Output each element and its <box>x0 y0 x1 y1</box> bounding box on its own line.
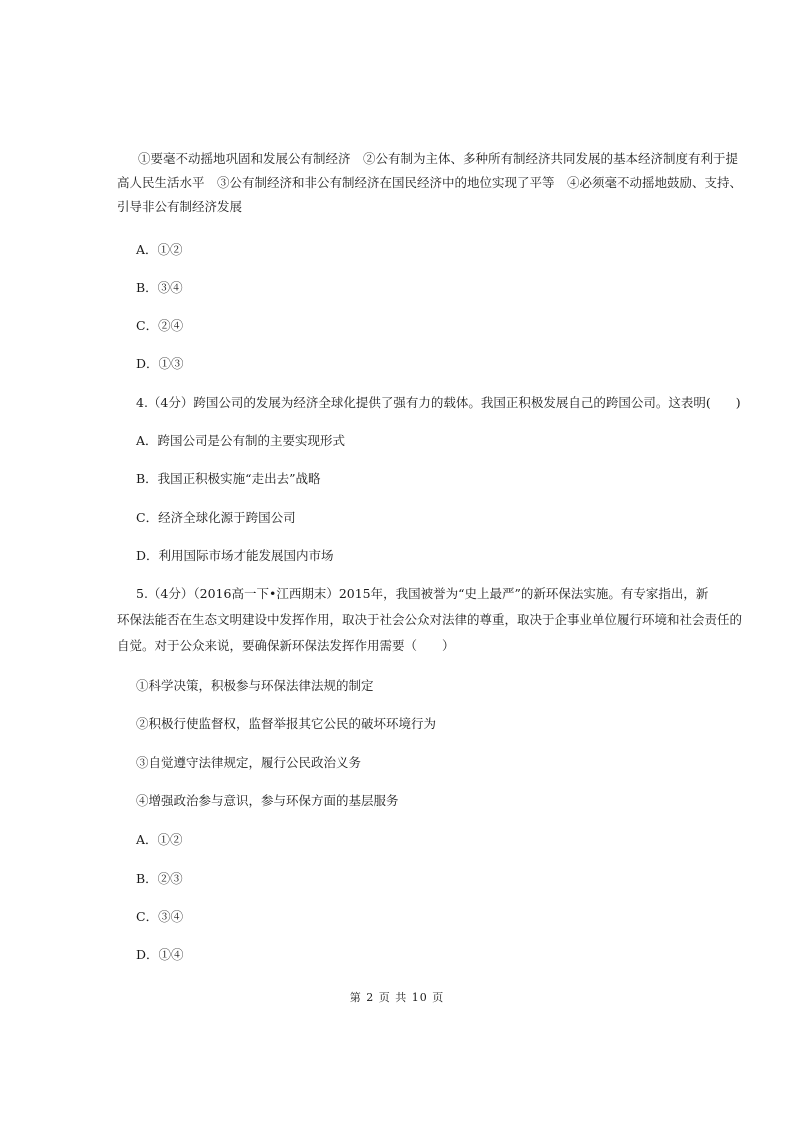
q5-option-a: A．①② <box>136 832 183 847</box>
q4-stem: 4.（4分）跨国公司的发展为经济全球化提供了强有力的载体。我国正积极发展自己的跨国公司。这表明( ) <box>136 395 741 410</box>
q4-option-d: D．利用国际市场才能发展国内市场 <box>136 548 334 563</box>
page-number-footer: 第 2 页 共 10 页 <box>349 991 445 1004</box>
q3-statement-line-1: ①要毫不动摇地巩固和发展公有制经济 ②公有制为主体、多种所有制经济共同发展的基本经济制度有利于提 <box>138 151 739 166</box>
q5-stem-line-2: 环保法能否在生态文明建设中发挥作用，取决于社会公众对法律的尊重，取决于企事业单位履行环境和社会责任的 <box>117 612 743 627</box>
q3-statement-line-3: 引导非公有制经济发展 <box>117 199 243 214</box>
q5-stem-line-3: 自觉。对于公众来说，要确保新环保法发挥作用需要（ ） <box>117 638 455 653</box>
q5-statement-3: ③自觉遵守法律规定，履行公民政治义务 <box>136 755 362 770</box>
q4-option-a: A．跨国公司是公有制的主要实现形式 <box>136 433 346 448</box>
q3-option-a: A．①② <box>136 242 183 257</box>
q5-statement-4: ④增强政治参与意识，参与环保方面的基层服务 <box>136 793 399 808</box>
q5-stem-line-1: 5.（4分）（2016高一下•江西期末）2015年，我国被誉为“史上最严”的新环保法实施。有专家指出，新 <box>136 586 709 601</box>
q5-statement-1: ①科学决策，积极参与环保法律法规的制定 <box>136 678 374 693</box>
q5-option-d: D．①④ <box>136 947 184 962</box>
q5-statement-2: ②积极行使监督权，监督举报其它公民的破坏环境行为 <box>136 716 437 731</box>
q5-option-b: B．②③ <box>136 871 183 886</box>
q3-option-d: D．①③ <box>136 356 184 371</box>
q3-option-b: B．③④ <box>136 280 183 295</box>
q3-statement-line-2: 高人民生活水平 ③公有制经济和非公有制经济在国民经济中的地位实现了平等 ④必须毫不动摇地鼓励、支持、 <box>117 175 743 190</box>
q5-option-c: C．③④ <box>136 909 184 924</box>
q3-option-c: C．②④ <box>136 318 184 333</box>
q4-option-c: C．经济全球化源于跨国公司 <box>136 510 296 525</box>
q4-option-b: B．我国正积极实施“走出去”战略 <box>136 471 321 486</box>
